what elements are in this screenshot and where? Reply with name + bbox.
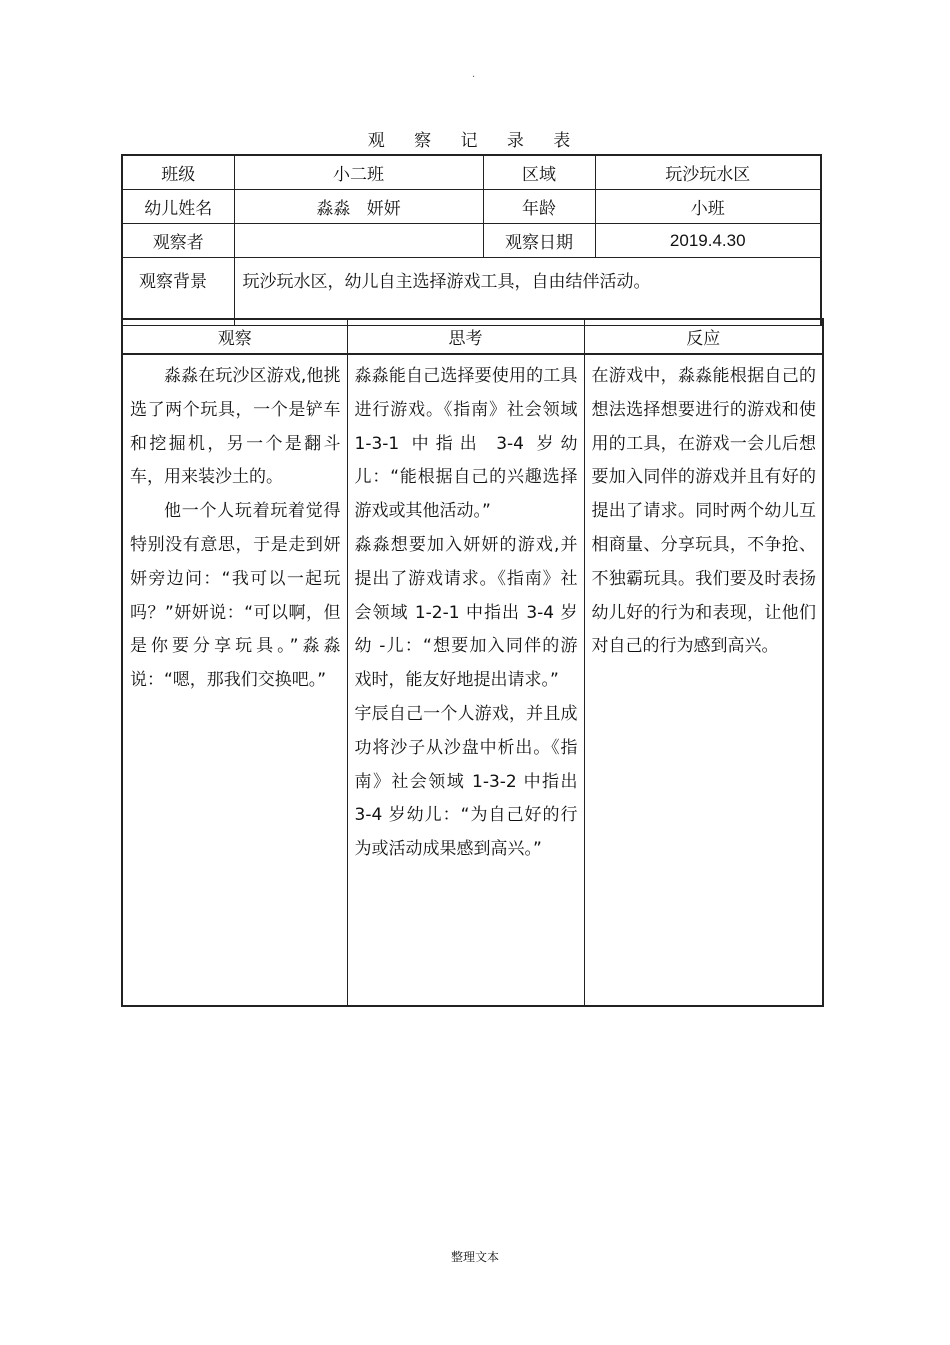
observation-cell bbox=[122, 354, 347, 1006]
observation-paragraph: 淼淼在玩沙区游戏,他挑选了两个玩具，一个是铲车和挖掘机，另一个是翻斗车，用来装沙土的。 bbox=[130, 366, 341, 488]
observer-value bbox=[234, 224, 483, 258]
observation-table bbox=[121, 318, 824, 1007]
thinking-paragraph: 淼淼想要加入妍妍的游戏,并提出了游戏请求。《指南》社会领域 1-2-1 中指出 3-4 岁幼 -儿：“想要加入同伴的游戏时，能友好地提出请求。” bbox=[354, 534, 578, 691]
info-row-background bbox=[122, 258, 821, 326]
area-value: 玩沙玩水区 bbox=[595, 155, 821, 190]
footer-text: 整理文本 bbox=[450, 1250, 499, 1264]
thinking-paragraph: 宇辰自己一个人游戏，并且成功将沙子从沙盘中析出。《指南》社会领域 1-3-2 中指出 3-4 岁幼儿：“为自己好的行为或活动成果感到高兴。” bbox=[354, 703, 578, 860]
thinking-cell bbox=[347, 354, 584, 1006]
thinking-paragraph: 淼淼能自己选择要使用的工具进行游戏。《指南》社会领域 1-3-1 中指出 3-4 岁幼儿：“能根据自己的兴趣选择游戏或其他活动。” bbox=[354, 366, 578, 522]
class-label: 班级 bbox=[122, 155, 234, 190]
observation-header: 观察 bbox=[122, 319, 347, 354]
age-label: 年龄 bbox=[483, 190, 595, 224]
info-row-child bbox=[122, 190, 821, 224]
thinking-header: 思考 bbox=[347, 319, 584, 354]
background-value: 玩沙玩水区，幼儿自主选择游戏工具，自由结伴活动。 bbox=[234, 258, 821, 326]
info-table bbox=[121, 154, 822, 326]
child-name-value: 淼淼 妍妍 bbox=[234, 190, 483, 224]
header-mark: · bbox=[472, 72, 476, 83]
date-label: 观察日期 bbox=[483, 224, 595, 258]
info-row-observer bbox=[122, 224, 821, 258]
column-header-row bbox=[122, 319, 823, 354]
response-cell bbox=[584, 354, 823, 1006]
document-title: 观 察 记 录 表 bbox=[367, 131, 583, 151]
content-row bbox=[122, 354, 823, 1006]
child-name-label: 幼儿姓名 bbox=[122, 190, 234, 224]
observer-label: 观察者 bbox=[122, 224, 234, 258]
age-value: 小班 bbox=[595, 190, 821, 224]
date-value: 2019.4.30 bbox=[595, 224, 821, 258]
response-paragraph: 在游戏中，淼淼能根据自己的想法选择想要进行的游戏和使用的工具，在游戏一会儿后想要加入同伴的游戏并且有好的提出了请求。同时两个幼儿互相商量、分享玩具，不争抢、不独霸玩具。我们要及时表扬幼儿好的行为和表现，让他们对自己的行为感到高兴。 bbox=[591, 366, 816, 657]
response-header: 反应 bbox=[584, 319, 823, 354]
background-label: 观察背景 bbox=[122, 258, 234, 326]
class-value: 小二班 bbox=[234, 155, 483, 190]
info-row-class bbox=[122, 155, 821, 190]
area-label: 区域 bbox=[483, 155, 595, 190]
observation-paragraph: 他一个人玩着玩着觉得特别没有意思，于是走到妍妍旁边问：“我可以一起玩吗？”妍妍说：“可以啊，但是你要分享玩具。”淼淼说：“嗯，那我们交换吧。” bbox=[130, 501, 341, 691]
